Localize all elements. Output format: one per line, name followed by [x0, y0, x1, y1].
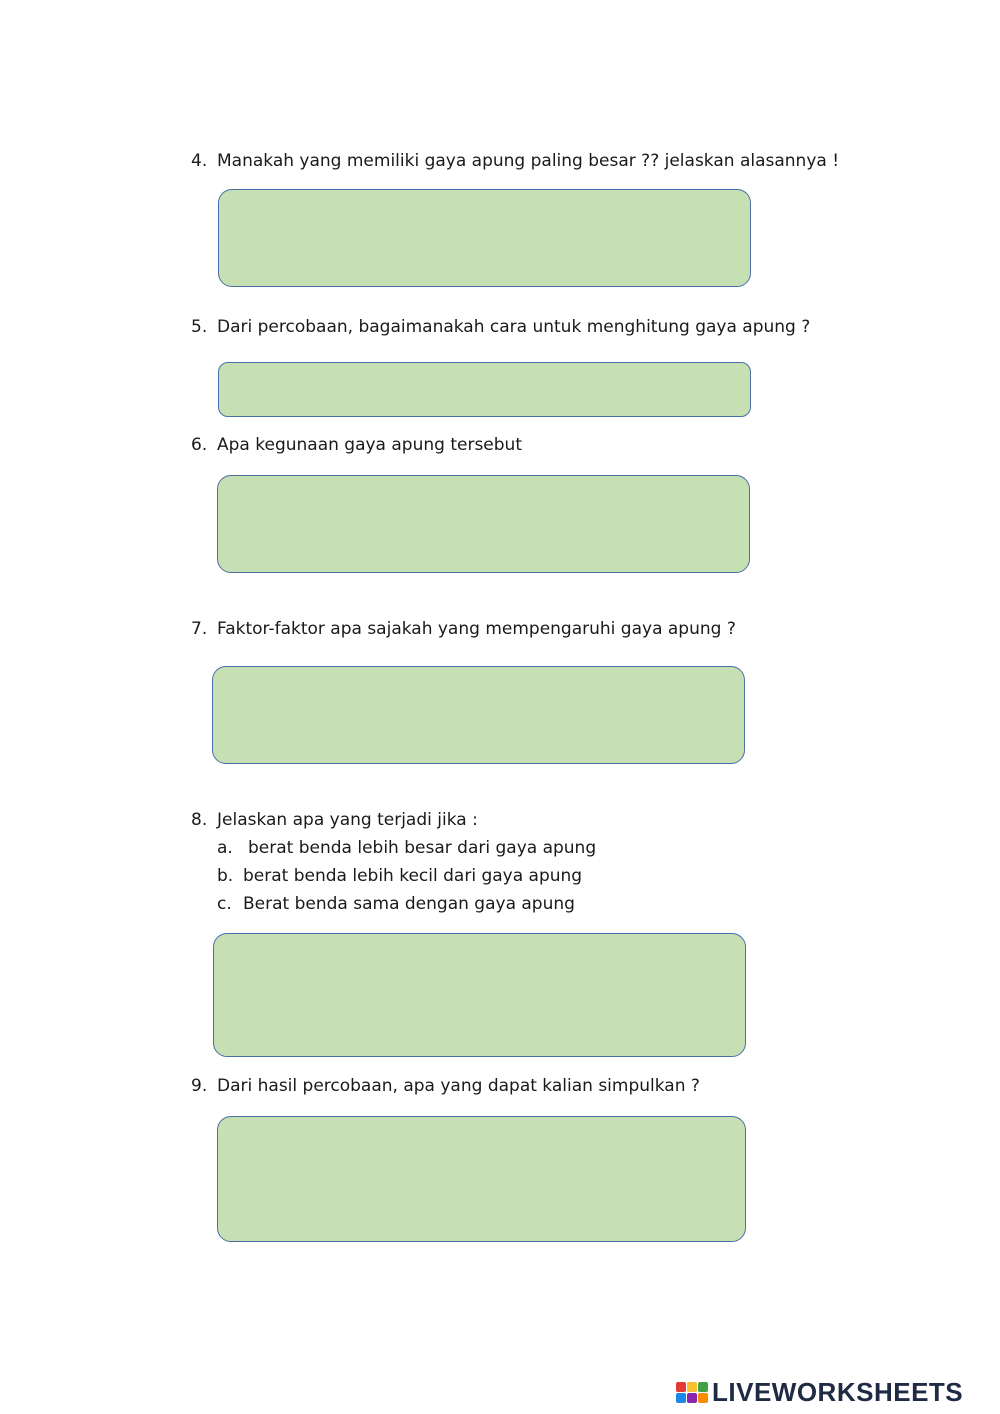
subitem-letter: b. [217, 866, 234, 886]
logo-square [676, 1393, 686, 1403]
answer-box-5[interactable] [218, 362, 751, 417]
question-number: 9. [191, 1076, 208, 1096]
subitem-a [217, 838, 596, 858]
logo-square [698, 1393, 708, 1403]
question-7 [191, 619, 736, 639]
question-6 [191, 435, 522, 455]
question-5 [191, 317, 810, 337]
question-number: 8. [191, 810, 208, 830]
subitem-letter: a. [217, 838, 233, 858]
question-text: Apa kegunaan gaya apung tersebut [217, 435, 522, 455]
subitem-text: Berat benda sama dengan gaya apung [243, 894, 575, 914]
question-text: Manakah yang memiliki gaya apung paling besar ?? jelaskan alasannya ! [217, 151, 840, 171]
answer-box-6[interactable] [217, 475, 750, 573]
question-number: 7. [191, 619, 208, 639]
question-8 [191, 810, 478, 830]
question-number: 4. [191, 151, 208, 171]
brand-name: LIVEWORKSHEETS [712, 1376, 964, 1407]
logo-square [687, 1382, 697, 1392]
subitem-c [217, 894, 575, 914]
subitem-text: berat benda lebih besar dari gaya apung [248, 838, 597, 858]
question-text: Jelaskan apa yang terjadi jika : [217, 810, 478, 830]
question-number: 5. [191, 317, 208, 337]
question-4 [191, 151, 839, 171]
answer-box-9[interactable] [217, 1116, 746, 1242]
answer-box-7[interactable] [212, 666, 745, 764]
answer-box-8[interactable] [213, 933, 746, 1057]
logo-icon [676, 1382, 708, 1403]
logo-square [676, 1382, 686, 1392]
question-text: Faktor-faktor apa sajakah yang mempengaruhi gaya apung ? [217, 619, 736, 639]
question-9 [191, 1076, 700, 1096]
liveworksheets-logo[interactable] [676, 1376, 964, 1407]
question-number: 6. [191, 435, 208, 455]
answer-box-4[interactable] [218, 189, 751, 287]
subitem-b [217, 866, 582, 886]
subitem-text: berat benda lebih kecil dari gaya apung [243, 866, 583, 886]
logo-square [698, 1382, 708, 1392]
question-text: Dari percobaan, bagaimanakah cara untuk menghitung gaya apung ? [217, 317, 811, 337]
question-text: Dari hasil percobaan, apa yang dapat kalian simpulkan ? [217, 1076, 700, 1096]
logo-square [687, 1393, 697, 1403]
subitem-letter: c. [217, 894, 232, 914]
